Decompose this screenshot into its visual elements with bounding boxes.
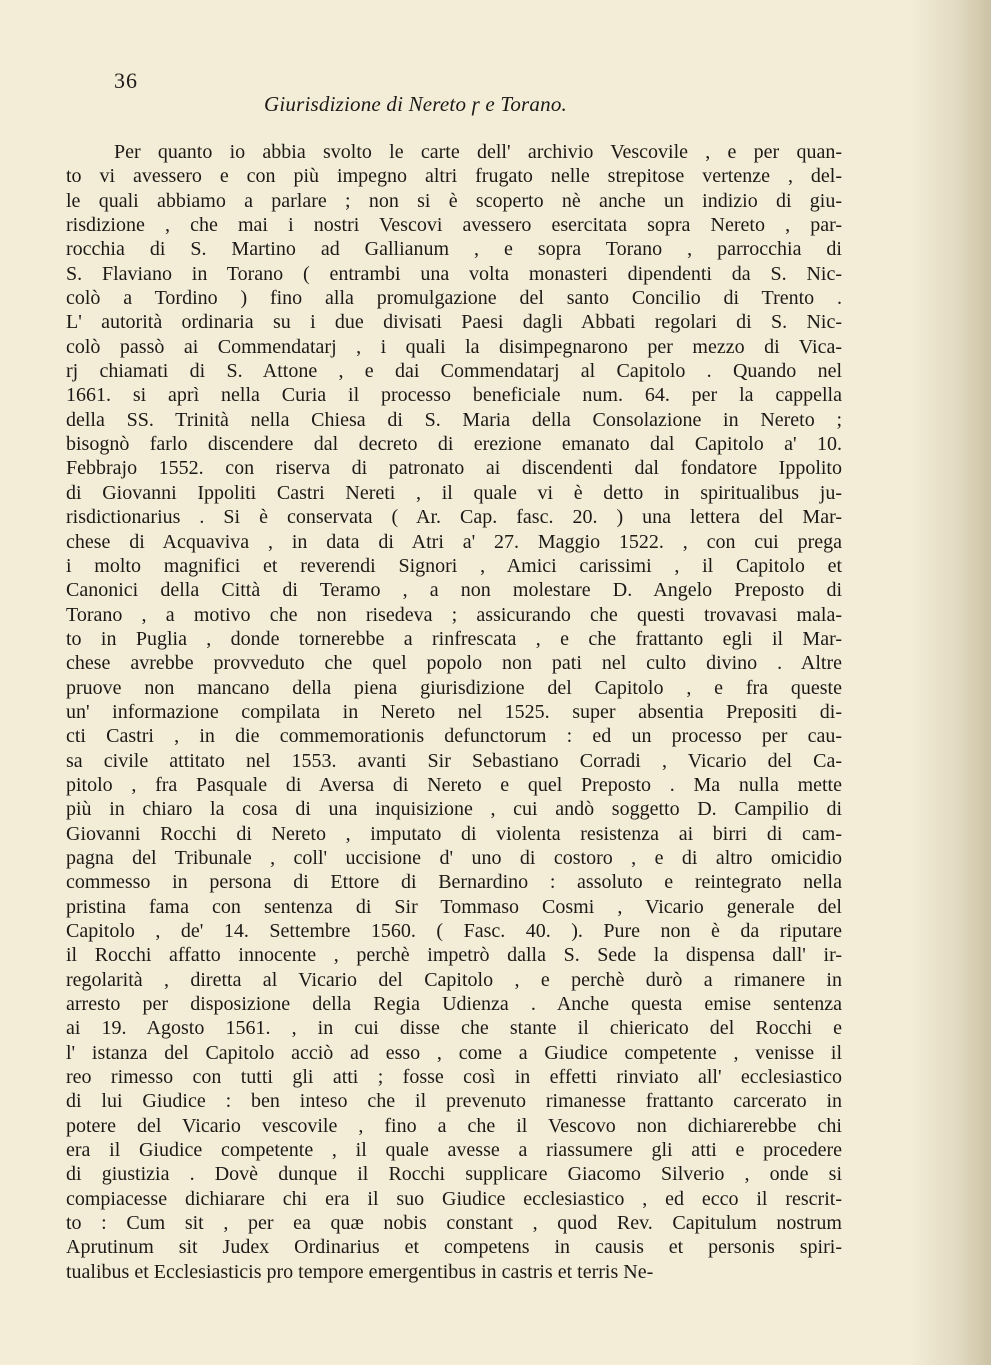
text-line: pagna del Tribunale , coll' uccisione d' uno di costoro , e di altro omicidio xyxy=(66,846,842,869)
text-line: di lui Giudice : ben inteso che il prevenuto rimanesse frattanto carcerato in xyxy=(66,1090,842,1113)
text-line: risdictionarius . Si è conservata ( Ar. Cap. fasc. 20. ) una lettera del Mar- xyxy=(66,506,842,529)
text-line: to vi avessero e con più impegno altri frugato nelle strepitose vertenze , del- xyxy=(66,165,842,188)
text-line: pruove non mancano della piena giurisdizione del Capitolo , e fra queste xyxy=(66,676,842,699)
text-line: l' istanza del Capitolo acciò ad esso , come a Giudice competente , venisse il xyxy=(66,1041,842,1064)
text-line: di giustizia . Dovè dunque il Rocchi supplicare Giacomo Silverio , onde si xyxy=(66,1163,842,1186)
text-line: Canonici della Città di Teramo , a non molestare D. Angelo Preposto di xyxy=(66,579,842,602)
text-line: colò a Tordino ) fino alla promulgazione del santo Concilio di Trento . xyxy=(66,287,842,310)
text-line: risdizione , che mai i nostri Vescovi avessero esercitata sopra Nereto , par- xyxy=(66,214,842,237)
text-line: Capitolo , de' 14. Settembre 1560. ( Fasc. 40. ). Pure non è da riputare xyxy=(66,920,842,942)
text-line: Aprutinum sit Judex Ordinarius et competens in causis et personis spiri- xyxy=(66,1236,842,1259)
text-line: Giovanni Rocchi di Nereto , imputato di violenta resistenza ai birri di cam- xyxy=(66,822,842,845)
text-line: bisognò farlo discendere dal decreto di erezione emanato dal Capitolo a' 10. xyxy=(66,433,842,456)
text-line: compiacesse dichiarare chi era il suo Giudice ecclesiastico , ed ecco il rescrit- xyxy=(66,1187,842,1210)
text-line: reo rimesso con tutti gli atti ; fosse così in effetti rinviato all' ecclesiastico xyxy=(66,1066,842,1089)
text-line: potere del Vicario vescovile , fino a che il Vescovo non dichiarerebbe chi xyxy=(66,1114,842,1137)
text-line: Per quanto io abbia svolto le carte dell' archivio Vescovile , e per quan- xyxy=(114,141,842,163)
text-line: 1661. si aprì nella Curia il processo beneficiale num. 64. per la cappella xyxy=(66,384,842,407)
text-line: rocchia di S. Martino ad Gallianum , e sopra Torano , parrocchia di xyxy=(66,238,842,261)
page-number: 36 xyxy=(114,68,138,93)
text-line: colò passò ai Commendatarj , i quali la disimpegnarono per mezzo di Vica- xyxy=(66,335,842,358)
text-line: un' informazione compilata in Nereto nel 1525. super absentia Prepositi di- xyxy=(66,700,842,723)
text-line: della SS. Trinità nella Chiesa di S. Maria della Consolazione in Nereto ; xyxy=(66,408,842,431)
body-text xyxy=(66,140,842,1284)
text-line: cti Castri , in die commemorationis defunctorum : ed un processo per cau- xyxy=(66,725,842,748)
text-line: arresto per disposizione della Regia Udienza . Anche questa emise sentenza xyxy=(66,993,842,1016)
text-line: il Rocchi affatto innocente , perchè impetrò dalla S. Sede la dispensa dall' ir- xyxy=(66,944,842,967)
text-line: sa civile attitato nel 1553. avanti Sir Sebastiano Corradi , Vicario del Ca- xyxy=(66,749,842,772)
page-edge-shadow xyxy=(911,0,991,1365)
text-line: to : Cum sit , per ea quæ nobis constant , quod Rev. Capitulum nostrum xyxy=(66,1212,842,1235)
text-line: S. Flaviano in Torano ( entrambi una volta monasteri dipendenti da S. Nic- xyxy=(66,262,842,285)
text-line: chese di Acquaviva , in data di Atri a' 27. Maggio 1522. , con cui prega xyxy=(66,530,842,553)
text-line: era il Giudice competente , il quale avesse a riassumere gli atti e procedere xyxy=(66,1139,842,1162)
text-line: pristina fama con sentenza di Sir Tommaso Cosmi , Vicario generale del xyxy=(66,895,842,918)
text-line: rj chiamati di S. Attone , e dai Commendatarj al Capitolo . Quando nel xyxy=(66,360,842,383)
text-line: commesso in persona di Ettore di Bernardino : assoluto e reintegrato nella xyxy=(66,871,842,894)
text-line: L' autorità ordinaria su i due divisati Paesi dagli Abbati regolari di S. Nic- xyxy=(66,311,842,334)
text-line: Torano , a motivo che non risedeva ; assicurando che questi trovavasi mala- xyxy=(66,603,842,626)
text-line: ai 19. Agosto 1561. , in cui disse che stante il chiericato del Rocchi e xyxy=(66,1017,842,1040)
text-line: di Giovanni Ippoliti Castri Nereti , il quale vi è detto in spiritualibus ju- xyxy=(66,481,842,504)
text-line: pitolo , fra Pasquale di Aversa di Nereto e quel Preposto . Ma nulla mette xyxy=(66,773,842,796)
running-head: Giurisdizione di Nereto ɼ e Torano. xyxy=(264,92,567,116)
text-line: più in chiaro la cosa di una inquisizione , cui andò soggetto D. Campilio di xyxy=(66,798,842,821)
text-line: regolarità , diretta al Vicario del Capitolo , e perchè durò a rimanere in xyxy=(66,968,842,991)
text-line: i molto magnifici et reverendi Signori , Amici carissimi , il Capitolo et xyxy=(66,554,842,577)
text-line: Febbrajo 1552. con riserva di patronato ai discendenti dal fondatore Ippolito xyxy=(66,457,842,480)
text-line: chese avrebbe provveduto che quel popolo non pati nel culto divino . Altre xyxy=(66,652,842,675)
text-line: to in Puglia , donde tornerebbe a rinfrescata , e che frattanto egli il Mar- xyxy=(66,627,842,650)
text-line: le quali abbiamo a parlare ; non si è scoperto nè anche un indizio di giu- xyxy=(66,189,842,212)
text-line: tualibus et Ecclesiasticis pro tempore emergentibus in castris et terris Ne- xyxy=(66,1260,654,1283)
